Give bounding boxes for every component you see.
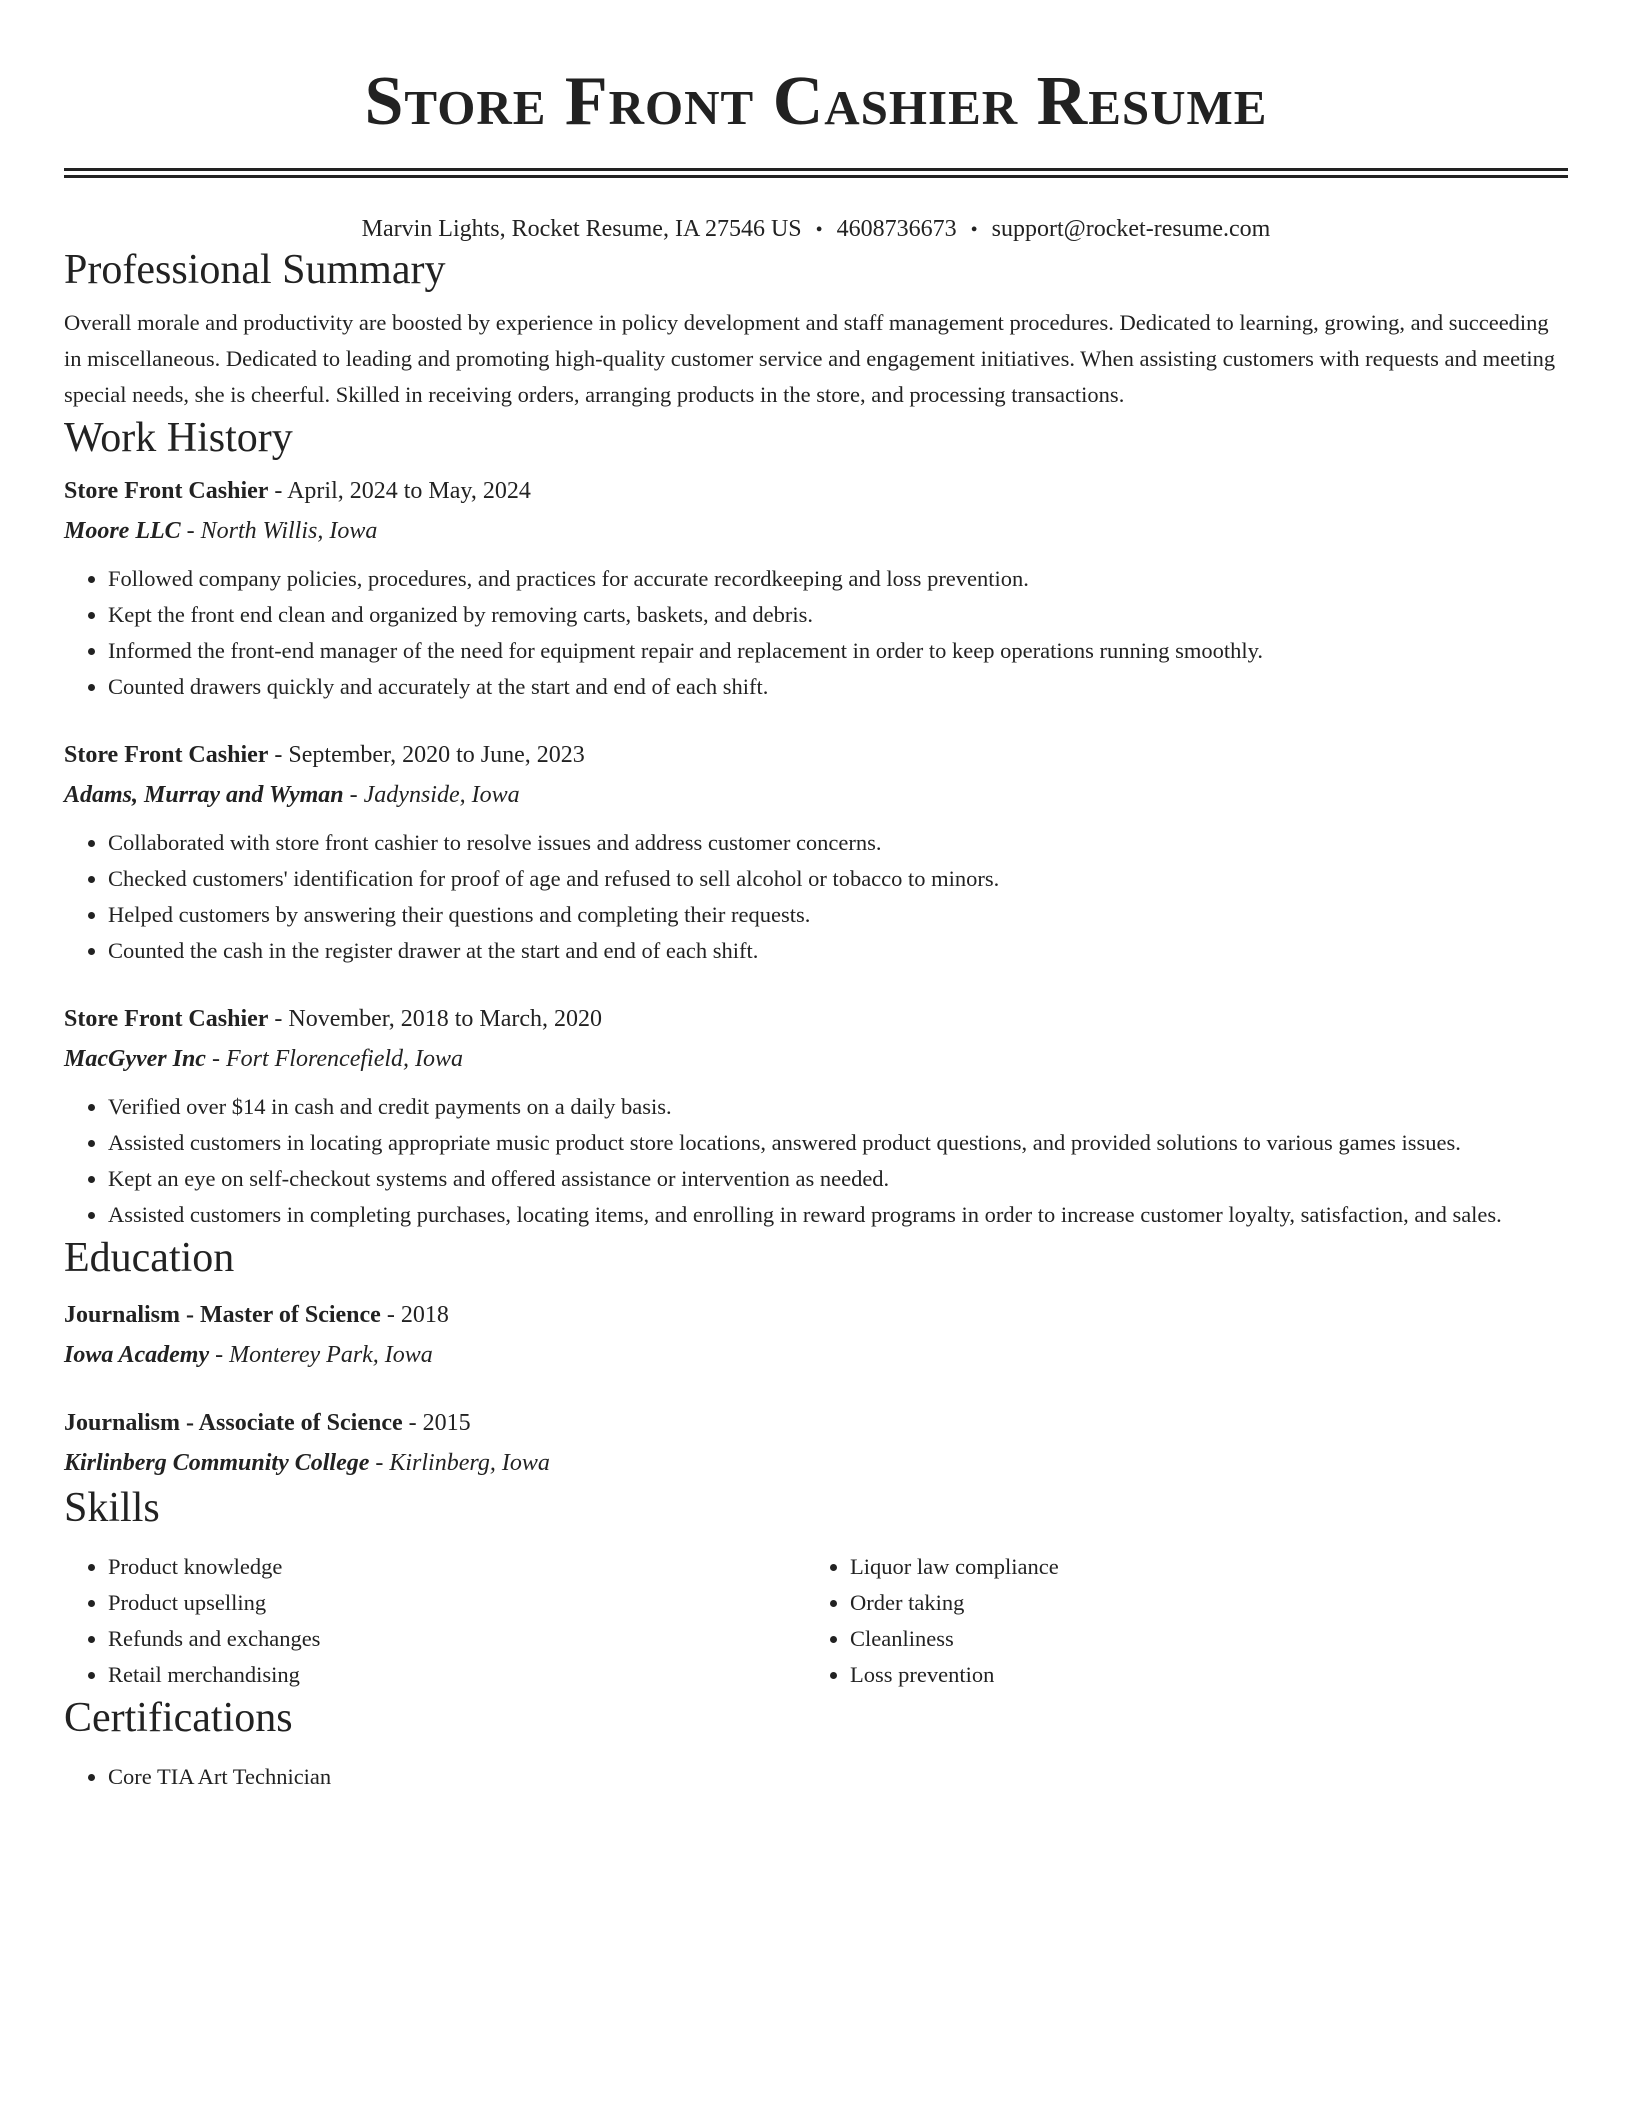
employer-location: - North Willis, Iowa xyxy=(180,518,378,544)
job-bullet: • Counted the cash in the register drawer at the start and end of each shift. xyxy=(108,933,1568,969)
job-title: Store Front Cashier xyxy=(64,478,269,504)
contact-email: support@rocket-resume.com xyxy=(991,216,1271,242)
school-name: Iowa Academy xyxy=(64,1342,210,1368)
school-location: - Monterey Park, Iowa xyxy=(209,1342,433,1368)
employer-line xyxy=(64,775,1568,815)
resume-title: Store Front Cashier Resume xyxy=(364,63,1268,140)
certifications-list xyxy=(64,1759,1568,1795)
school-location: - Kirlinberg, Iowa xyxy=(369,1450,550,1476)
job-bullet: • Checked customers' identification for proof of age and refused to sell alcohol or tobacco to minors. xyxy=(108,861,1568,897)
skill-item: • Cleanliness xyxy=(850,1621,1548,1657)
contact-separator: • xyxy=(815,219,823,241)
job-entry xyxy=(64,471,1568,705)
skills-columns xyxy=(64,1549,1568,1693)
skill-item: • Product knowledge xyxy=(108,1549,806,1585)
education-heading: Education xyxy=(64,1235,235,1281)
job-bullet: • Informed the front-end manager of the need for equipment repair and replacement in order to keep operations running smoothly. xyxy=(108,633,1568,669)
job-bullet: • Collaborated with store front cashier to resolve issues and address customer concerns. xyxy=(108,825,1568,861)
job-title-line xyxy=(64,735,1568,775)
job-dates: - September, 2020 to June, 2023 xyxy=(268,742,585,768)
employer-name: Adams, Murray and Wyman xyxy=(64,782,344,808)
job-bullet: • Assisted customers in locating appropriate music product store locations, answered product questions, and provided solutions to various games issues. xyxy=(108,1125,1568,1161)
summary-text: Overall morale and productivity are boosted by experience in policy development and staff management procedures. Dedicated to learning, growing, and succeeding in miscellaneous. Dedicated to leading and promoting high-quality customer service and engagement initiatives. When assisting customers with requests and meeting special needs, she is cheerful. Skilled in receiving orders, arranging products in the store, and processing transactions. xyxy=(64,310,1556,407)
contact-address: Marvin Lights, Rocket Resume, IA 27546 US xyxy=(361,216,802,242)
job-bullets xyxy=(64,825,1568,969)
job-dates: - April, 2024 to May, 2024 xyxy=(268,478,531,504)
skills-right-list xyxy=(806,1549,1548,1693)
job-bullet: • Kept an eye on self-checkout systems and offered assistance or intervention as needed. xyxy=(108,1161,1568,1197)
degree: Journalism - Master of Science xyxy=(64,1302,381,1328)
job-bullets xyxy=(64,1089,1568,1233)
school-line xyxy=(64,1335,1568,1375)
skill-item: • Retail merchandising xyxy=(108,1657,806,1693)
degree-year: - 2015 xyxy=(402,1410,471,1436)
skill-item: • Order taking xyxy=(850,1585,1548,1621)
employer-location: - Fort Florencefield, Iowa xyxy=(205,1046,464,1072)
degree-line xyxy=(64,1295,1568,1335)
job-dates: - November, 2018 to March, 2020 xyxy=(268,1006,603,1032)
skills-left-list xyxy=(64,1549,806,1693)
employer-line xyxy=(64,1039,1568,1079)
skill-item: • Refunds and exchanges xyxy=(108,1621,806,1657)
school-line xyxy=(64,1443,1568,1483)
job-entry xyxy=(64,735,1568,969)
work-history-heading: Work History xyxy=(64,415,293,461)
job-title: Store Front Cashier xyxy=(64,742,269,768)
skill-item: • Product upselling xyxy=(108,1585,806,1621)
job-title-line xyxy=(64,999,1568,1039)
certification-item: • Core TIA Art Technician xyxy=(108,1759,1568,1795)
skill-item: • Liquor law compliance xyxy=(850,1549,1548,1585)
employer-location: - Jadynside, Iowa xyxy=(343,782,520,808)
degree: Journalism - Associate of Science xyxy=(64,1410,403,1436)
contact-separator: • xyxy=(970,219,978,241)
certifications-heading: Certifications xyxy=(64,1695,293,1741)
job-bullet: • Kept the front end clean and organized by removing carts, baskets, and debris. xyxy=(108,597,1568,633)
job-bullet: • Verified over $14 in cash and credit payments on a daily basis. xyxy=(108,1089,1568,1125)
education-entry xyxy=(64,1295,1568,1375)
job-bullet: • Counted drawers quickly and accurately at the start and end of each shift. xyxy=(108,669,1568,705)
job-title: Store Front Cashier xyxy=(64,1006,269,1032)
summary-heading: Professional Summary xyxy=(64,247,446,293)
resume-page xyxy=(64,0,1568,1795)
contact-line xyxy=(64,214,1568,245)
employer-name: MacGyver Inc xyxy=(64,1046,206,1072)
title-double-rule xyxy=(64,168,1568,178)
job-bullet: • Followed company policies, procedures, and practices for accurate recordkeeping and loss prevention. xyxy=(108,561,1568,597)
employer-name: Moore LLC xyxy=(64,518,181,544)
job-bullets xyxy=(64,561,1568,705)
degree-year: - 2018 xyxy=(380,1302,449,1328)
contact-phone: 4608736673 xyxy=(836,216,957,242)
job-bullet: • Assisted customers in completing purchases, locating items, and enrolling in reward programs in order to increase customer loyalty, satisfaction, and sales. xyxy=(108,1197,1568,1233)
job-entry xyxy=(64,999,1568,1233)
skills-heading: Skills xyxy=(64,1485,160,1531)
school-name: Kirlinberg Community College xyxy=(64,1450,370,1476)
job-title-line xyxy=(64,471,1568,511)
skill-item: • Loss prevention xyxy=(850,1657,1548,1693)
education-entry xyxy=(64,1403,1568,1483)
job-bullet: • Helped customers by answering their questions and completing their requests. xyxy=(108,897,1568,933)
employer-line xyxy=(64,511,1568,551)
degree-line xyxy=(64,1403,1568,1443)
